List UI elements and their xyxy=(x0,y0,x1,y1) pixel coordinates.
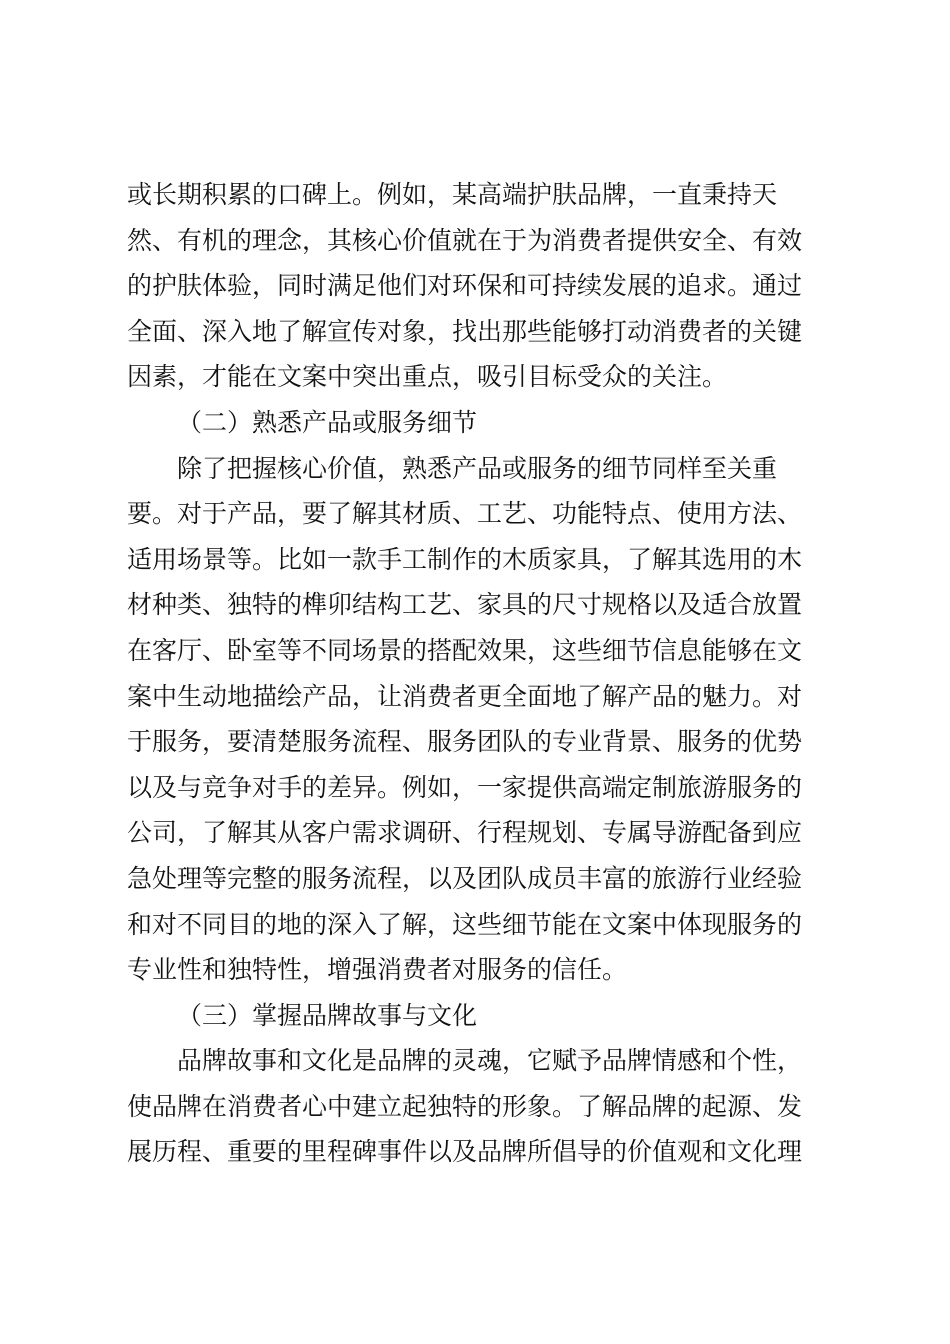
section-heading-3: （三）掌握品牌故事与文化 xyxy=(177,1000,478,1030)
text-line: 急处理等完整的服务流程，以及团队成员丰富的旅游行业经验 xyxy=(127,863,803,893)
body-text xyxy=(127,172,817,1175)
text-line: 于服务，要清楚服务流程、服务团队的专业背景、服务的优势 xyxy=(127,727,803,757)
text-line: 除了把握核心价值，熟悉产品或服务的细节同样至关重 xyxy=(177,453,778,483)
text-line: 案中生动地描绘产品，让消费者更全面地了解产品的魅力。对 xyxy=(127,681,803,711)
text-line: 展历程、重要的里程碑事件以及品牌所倡导的价值观和文化理 xyxy=(127,1137,803,1167)
text-line: 然、有机的理念，其核心价值就在于为消费者提供安全、有效 xyxy=(127,225,803,255)
text-line: 以及与竞争对手的差异。例如，一家提供高端定制旅游服务的 xyxy=(127,772,803,802)
text-line: 材种类、独特的榫卯结构工艺、家具的尺寸规格以及适合放置 xyxy=(127,590,803,620)
text-line: 或长期积累的口碑上。例如，某高端护肤品牌，一直秉持天 xyxy=(127,180,778,209)
text-line: 在客厅、卧室等不同场景的搭配效果，这些细节信息能够在文 xyxy=(127,635,803,665)
text-line: 因素，才能在文案中突出重点，吸引目标受众的关注。 xyxy=(127,362,728,392)
section-heading-2: （二）熟悉产品或服务细节 xyxy=(177,407,478,437)
text-line: 和对不同目的地的深入了解，这些细节能在文案中体现服务的 xyxy=(127,909,803,939)
text-line: 全面、深入地了解宣传对象，找出那些能够打动消费者的关键 xyxy=(127,316,803,346)
text-line: 要。对于产品，要了解其材质、工艺、功能特点、使用方法、 xyxy=(127,499,803,529)
text-line: 使品牌在消费者心中建立起独特的形象。了解品牌的起源、发 xyxy=(127,1091,803,1121)
text-line: 品牌故事和文化是品牌的灵魂，它赋予品牌情感和个性， xyxy=(177,1046,803,1076)
text-line: 适用场景等。比如一款手工制作的木质家具，了解其选用的木 xyxy=(127,544,803,574)
text-line: 的护肤体验，同时满足他们对环保和可持续发展的追求。通过 xyxy=(127,271,803,301)
text-line: 公司，了解其从客户需求调研、行程规划、专属导游配备到应 xyxy=(127,818,803,848)
text-line: 专业性和独特性，增强消费者对服务的信任。 xyxy=(127,955,628,985)
